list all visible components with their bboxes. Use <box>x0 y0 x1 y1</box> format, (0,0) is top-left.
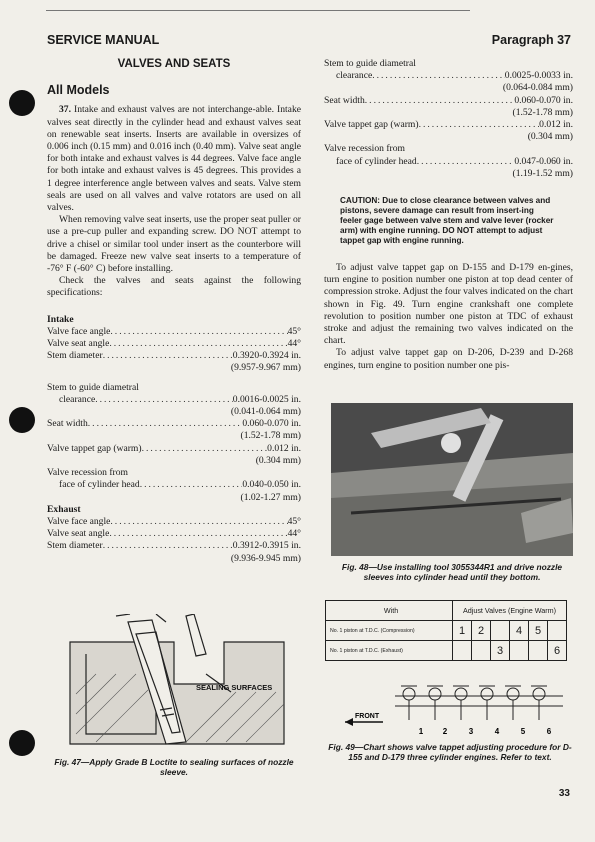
caution-notice: CAUTION: Due to close clearance between valves and pistons, severe damage can result from insert-ing feeler gage between valve stem and valve lever (rocker arm) with engine running. DO NOT attempt to adjust tappet gap with engine running. <box>340 196 554 246</box>
valve-number: 1 <box>418 727 424 736</box>
metric-value: (9.936-9.945 mm) <box>230 552 301 564</box>
fig48-caption: Fig. 48—Use installing tool 3055344R1 and drive nozzle sleeves into cylinder head until they bottom. <box>341 562 563 583</box>
page-number: 33 <box>558 788 570 799</box>
exhaust-heading: Exhaust <box>47 503 81 515</box>
valve-adjust-chart <box>325 600 567 661</box>
valve-number: 4 <box>494 727 500 736</box>
spec-row: Valve face angle ..... 45° <box>47 326 301 338</box>
spec-row: face of cylinder head ..... 0.047-0.060 in. <box>324 156 573 168</box>
metric-value: (0.041-0.064 mm) <box>230 406 301 418</box>
chart-header-with: With <box>326 601 453 621</box>
left-column <box>47 58 301 565</box>
spec-row: Valve seat angle ..... 44° <box>47 528 301 540</box>
spec-row: Valve tappet gap (warm) ..... 0.012 in. <box>324 119 573 131</box>
binder-hole <box>9 730 35 756</box>
running-header-left: SERVICE MANUAL <box>47 33 160 47</box>
table-row: No. 1 piston at T.D.C. (Exhaust) 3 6 <box>326 641 567 661</box>
metric-value: (1.52-1.78 mm) <box>512 106 573 118</box>
spec-row: Valve tappet gap (warm) ..... 0.012 in. <box>47 443 301 455</box>
spec-label: Stem to guide diametral <box>47 381 139 393</box>
valve-number: 6 <box>546 727 552 736</box>
spec-row: face of cylinder head ..... 0.040-0.050 in. <box>47 479 301 491</box>
fig47-caption: Fig. 47—Apply Grade B Loctite to sealing surfaces of nozzle sleeve. <box>54 757 294 778</box>
metric-value: (1.02-1.27 mm) <box>240 491 301 503</box>
front-label: FRONT <box>355 713 380 720</box>
spec-row: clearance ..... 0.0025-0.0033 in. <box>324 70 573 82</box>
subsection-heading: All Models <box>47 83 110 98</box>
table-row: No. 1 piston at T.D.C. (Compression) 1 2 4 5 <box>326 621 567 641</box>
spec-row: Valve face angle ..... 45° <box>47 516 301 528</box>
paragraph-37-text: Intake and exhaust valves are not interchange-able. Intake valves seat directly in the cylinder head and exhaust valves seat on renewable seat inserts. Inserts are available in oversizes of 0.006 inch (0.15 mm) and 0.016 inch (0.40 mm). Valve seat angle for both intake and exhaust valves is 44 degrees. Valve face angle for both intake and exhaust valves is 45 degrees. This provides a 1 degree interference angle between valves and seats. Valve stem seals are used on all valves and valve rotators are used on all valves. <box>47 104 301 214</box>
paragraph-37 <box>47 104 301 214</box>
nozzle-sleeve-diagram <box>56 614 296 754</box>
top-rule <box>46 10 470 11</box>
spec-row: Stem diameter ..... 0.3912-0.3915 in. <box>47 540 301 552</box>
spec-label: Valve recession from <box>47 467 128 479</box>
spec-row: Seat width ..... 0.060-0.070 in. <box>324 95 573 107</box>
binder-hole <box>9 407 35 433</box>
chart-header-adjust: Adjust Valves (Engine Warm) <box>453 601 567 621</box>
rocker-arm-diagram <box>327 676 573 736</box>
valve-number: 2 <box>442 727 448 736</box>
binder-hole <box>9 90 35 116</box>
spec-row: Seat width ..... 0.060-0.070 in. <box>47 418 301 430</box>
valve-number: 3 <box>468 727 474 736</box>
paragraph-check-specs: Check the valves and seats against the following specifications: <box>47 275 301 299</box>
spec-label: Valve recession from <box>324 143 405 155</box>
valve-number: 5 <box>520 727 526 736</box>
metric-value: (0.304 mm) <box>527 131 573 143</box>
metric-value: (1.19-1.52 mm) <box>512 167 573 179</box>
fig49-caption: Fig. 49—Chart shows valve tappet adjusting procedure for D-155 and D-179 three cylinder engines. Refer to text. <box>328 742 572 763</box>
paragraph-removing-inserts: When removing valve seat inserts, use the proper seat puller or use a pre-cup puller and expanding screw. DO NOT attempt to drive a chisel or similar tool under insert as the counterbore will be damaged. Freeze new valve seat inserts to a temperature of -76° F (-60° C) before installing. <box>47 214 301 275</box>
metric-value: (0.304 mm) <box>255 454 301 466</box>
spec-row: Stem diameter ..... 0.3920-0.3924 in. <box>47 350 301 362</box>
right-column <box>324 58 573 372</box>
metric-value: (1.52-1.78 mm) <box>240 430 301 442</box>
spec-row: clearance ..... 0.0016-0.0025 in. <box>47 394 301 406</box>
section-title: VALVES AND SEATS <box>117 58 231 70</box>
running-header-right: Paragraph 37 <box>491 33 571 47</box>
metric-value: (9.957-9.967 mm) <box>230 362 301 374</box>
intake-heading: Intake <box>47 313 74 325</box>
paragraph-adjust-d206: To adjust valve tappet gap on D-206, D-239 and D-268 engines, turn engine to position number one pis- <box>324 347 573 371</box>
paragraph-adjust-d155: To adjust valve tappet gap on D-155 and D-179 en-gines, turn engine to position number one piston at top dead center of compression stroke. Adjust the four valves indicated on the chart shown in Fig. 49. Turn engine crankshaft one complete revolution to position number one piston at TDC of exhaust stroke and adjust the remaining two valves indicated on the chart. <box>324 262 573 347</box>
fig48-photo <box>331 403 573 556</box>
spec-label: Stem to guide diametral <box>324 58 416 69</box>
paragraph-number: 37. <box>59 104 71 116</box>
metric-value: (0.064-0.084 mm) <box>502 82 573 94</box>
sealing-surfaces-label: SEALING SURFACES <box>196 683 273 692</box>
spec-row: Valve seat angle ..... 44° <box>47 338 301 350</box>
